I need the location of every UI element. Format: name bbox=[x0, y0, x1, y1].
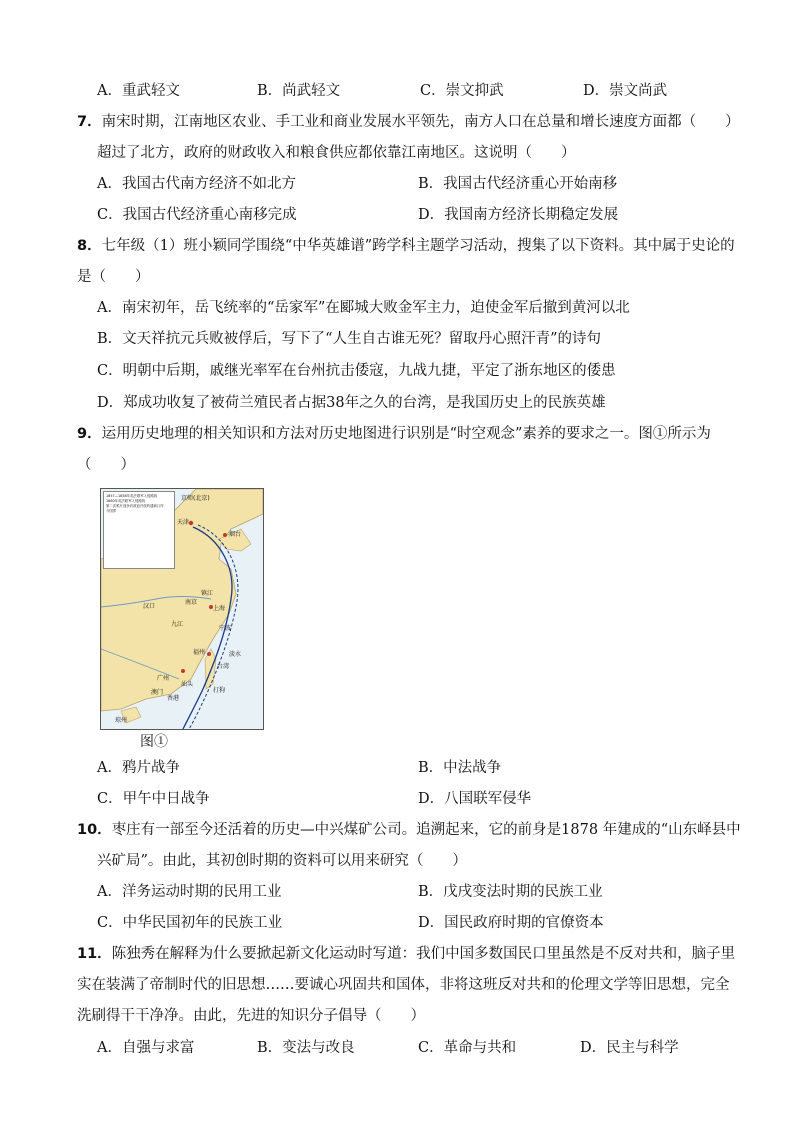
q8-stem-line1: 七年级（1）班小颖同学围绕“中华英雄谱”跨学科主题学习活动，搜集了以下资料。其中属于史论的 bbox=[101, 238, 735, 254]
q9-stem-line1: 运用历史地理的相关知识和方法对历史地图进行识别是“时空观念”素养的要求之一。图①所示为 bbox=[101, 426, 711, 442]
q6-option-c: C．崇文抑武 bbox=[420, 83, 504, 99]
q10-option-c: C．中华民国初年的民族工业 bbox=[97, 915, 283, 931]
map-label-ningbo: 宁波 bbox=[219, 625, 232, 632]
q8-option-c: C．明朝中后期，戚继光率军在台州抗击倭寇，九战九捷，平定了浙东地区的倭患 bbox=[97, 363, 616, 379]
q7-option-a: A．我国古代南方经济不如北方 bbox=[97, 176, 296, 192]
map-legend-item: 今国界 bbox=[106, 509, 117, 513]
q6-option-d: D．崇文尚武 bbox=[583, 83, 668, 99]
q10-stem bbox=[77, 820, 741, 840]
q8-option-d: D．郑成功收复了被荷兰殖民者占据38年之久的台湾，是我国历史上的民族英雄 bbox=[97, 395, 606, 411]
q7-option-c: C．我国古代经济重心南移完成 bbox=[97, 207, 297, 223]
q11-option-a: A．自强与求富 bbox=[97, 1040, 195, 1056]
port-marker bbox=[207, 652, 211, 656]
q9-number: 9． bbox=[77, 426, 102, 442]
q7-option-b: B．我国古代经济重心开始南移 bbox=[418, 176, 618, 192]
q7-number: 7． bbox=[77, 114, 102, 130]
map-label-jiujiang: 九江 bbox=[171, 621, 184, 628]
q9-option-c: C．甲午中日战争 bbox=[97, 791, 210, 807]
q9-option-d: D．八国联军侵华 bbox=[418, 791, 532, 807]
q11-stem-line2: 实在装满了帝制时代的旧思想……要诚心巩固共和国体，非将这班反对共和的伦理文学等旧思想，完全 bbox=[77, 977, 730, 993]
q11-option-b: B．变法与改良 bbox=[257, 1040, 355, 1056]
map-legend-item: 第二次鸦片战争后被迫开放的通商口岸 bbox=[106, 504, 164, 508]
map-label-yantai: 烟台 bbox=[229, 531, 242, 538]
map-legend-item: 1857—1858年英法联军入侵路线 bbox=[106, 494, 158, 498]
map-label-hongkong: 香港 bbox=[167, 695, 180, 702]
q11-option-d: D．民主与科学 bbox=[580, 1040, 679, 1056]
q11-number: 11． bbox=[77, 946, 112, 962]
q11-stem bbox=[77, 944, 735, 964]
q10-option-b: B．戊戌变法时期的民族工业 bbox=[418, 884, 603, 900]
q10-stem-line1: 枣庄有一部至今还活着的历史—中兴煤矿公司。追溯起来，它的前身是1878 年建成的“山东峄县中 bbox=[111, 822, 741, 838]
map-label-macau: 澳门 bbox=[151, 689, 164, 696]
q7-stem-line2: 超过了北方，政府的财政收入和粮食供应都依靠江南地区。这说明（ ） bbox=[97, 145, 576, 161]
map-legend bbox=[103, 491, 175, 569]
map-label-shanghai: 上海 bbox=[213, 605, 226, 612]
port-marker bbox=[223, 533, 227, 537]
map-label-zhenjiang: 镇江 bbox=[201, 590, 214, 597]
map-label-danshui: 淡水 bbox=[229, 651, 242, 658]
map-label-tianjin: 天津 bbox=[177, 519, 190, 526]
figure-caption: 图① bbox=[140, 734, 168, 750]
q8-option-a: A．南宋初年，岳飞统率的“岳家军”在郾城大败金军主力，迫使金军后撤到黄河以北 bbox=[97, 300, 630, 316]
q6-option-a: A．重武轻文 bbox=[97, 83, 180, 99]
map-label-shantou: 汕头 bbox=[181, 681, 194, 688]
q9-stem bbox=[77, 424, 711, 444]
q8-stem bbox=[77, 236, 735, 256]
q11-stem-line1: 陈独秀在解释为什么要掀起新文化运动时写道：我们中国多数国民口里虽然是不反对共和，脑子里 bbox=[111, 946, 736, 962]
map-label-hankou: 汉口 bbox=[143, 603, 156, 610]
q10-option-d: D．国民政府时期的官僚资本 bbox=[418, 915, 604, 931]
q9-stem-line2: （ ） bbox=[77, 457, 135, 473]
port-marker bbox=[181, 669, 185, 673]
map-label-nanjing: 南京 bbox=[185, 599, 198, 606]
q11-stem-line3: 洗刷得干干净净。由此，先进的知识分子倡导（ ） bbox=[77, 1008, 425, 1024]
q10-number: 10． bbox=[77, 822, 112, 838]
history-map bbox=[100, 488, 264, 730]
map-label-taiwan: 台湾 bbox=[217, 663, 230, 670]
q8-stem-line2: 是（ ） bbox=[77, 269, 150, 285]
map-label-beijing: 京师(北京) bbox=[181, 495, 210, 502]
q6-option-b: B．尚武轻文 bbox=[257, 83, 341, 99]
map-label-dagou: 打狗 bbox=[213, 687, 226, 694]
port-marker bbox=[189, 521, 193, 525]
q9-option-a: A．鸦片战争 bbox=[97, 760, 180, 776]
q8-option-b: B．文天祥抗元兵败被俘后，写下了“人生自古谁无死？留取丹心照汗青”的诗句 bbox=[97, 331, 601, 347]
q8-number: 8． bbox=[77, 238, 102, 254]
q11-option-c: C．革命与共和 bbox=[418, 1040, 517, 1056]
map-label-qiongzhou: 琼州 bbox=[115, 717, 128, 724]
q7-stem-line1: 南宋时期，江南地区农业、手工业和商业发展水平领先，南方人口在总量和增长速度方面都（ ） bbox=[101, 114, 740, 130]
q10-stem-line2: 兴矿局”。由此，其初创时期的资料可以用来研究（ ） bbox=[97, 853, 467, 869]
q7-stem bbox=[77, 112, 740, 132]
q7-option-d: D．我国南方经济长期稳定发展 bbox=[418, 207, 619, 223]
map-label-fuzhou: 福州 bbox=[193, 649, 206, 656]
q10-option-a: A．洋务运动时期的民用工业 bbox=[97, 884, 282, 900]
map-legend-item: 1860年英法联军入侵路线 bbox=[106, 499, 146, 503]
map-label-guangzhou: 广州 bbox=[157, 675, 170, 682]
q9-option-b: B．中法战争 bbox=[418, 760, 502, 776]
